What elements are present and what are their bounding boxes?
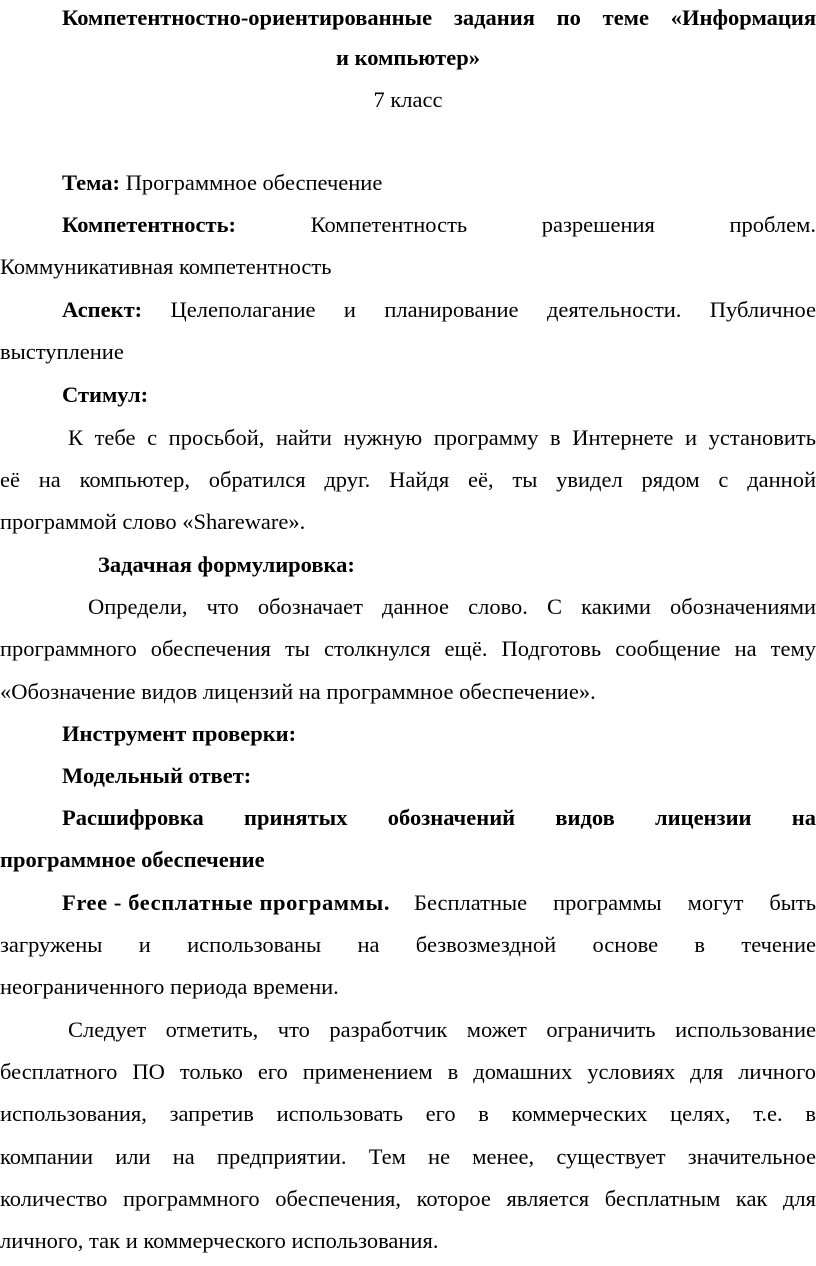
decoding-line-1	[0, 803, 816, 833]
check-tool-heading	[0, 719, 816, 749]
aspect-word-5: Публичное	[709, 297, 816, 322]
task-text-2: программного обеспечения ты столкнулся ещё. Подготовь сообщение на тему	[0, 636, 816, 661]
aspect-text-2: выступление	[0, 339, 124, 364]
note-line-1	[0, 1015, 816, 1045]
aspect-word-4: деятельности.	[546, 297, 682, 322]
competence-word-1: Компетентность	[310, 212, 468, 237]
stimulus-label: Стимул:	[62, 382, 149, 407]
note-text-5: количество программного обеспечения, которое является бесплатным как для	[0, 1186, 816, 1211]
aspect-word-3: планирование	[384, 297, 519, 322]
task-text-3: «Обозначение видов лицензий на программное обеспечение».	[0, 679, 596, 704]
competence-word-3: проблем.	[729, 212, 816, 237]
task-label: Задачная формулировка:	[98, 552, 355, 577]
title-line-1	[0, 3, 816, 33]
decoding-text-2: программное обеспечение	[0, 847, 265, 872]
stimulus-heading	[0, 380, 816, 410]
note-text-4: компании или на предприятии. Тем не менее, существует значительное	[0, 1144, 816, 1169]
task-line-2	[0, 634, 816, 664]
model-answer-heading	[0, 761, 816, 791]
title-text-1: Компетентностно-ориентированные задания по теме «Информация	[62, 5, 816, 30]
task-line-1	[0, 592, 816, 622]
free-text-2: загружены и использованы на безвозмездной основе в течение	[0, 932, 816, 957]
note-text-6: личного, так и коммерческого использования.	[0, 1228, 439, 1253]
topic-label: Тема:	[62, 170, 121, 195]
note-text-3: использования, запретив использовать его в коммерческих целях, т.е. в	[0, 1101, 816, 1126]
stimulus-line-1	[0, 423, 816, 453]
free-text-3: неограниченного периода времени.	[0, 974, 339, 999]
check-tool-label: Инструмент проверки:	[62, 721, 297, 746]
competence-word-2: разрешения	[541, 212, 655, 237]
decoding-line-2	[0, 845, 816, 875]
aspect-line-1	[0, 295, 816, 325]
competence-label: Компетентность:	[62, 212, 236, 237]
free-line-1	[0, 888, 816, 918]
topic-line	[0, 168, 816, 198]
note-line-2	[0, 1057, 816, 1087]
decoding-text-1: Расшифровка принятых обозначений видов лицензии на	[62, 805, 816, 830]
title-text-2: и компьютер»	[336, 45, 480, 70]
model-answer-label: Модельный ответ:	[62, 763, 252, 788]
aspect-line-2	[0, 337, 816, 367]
stimulus-line-3	[0, 507, 816, 537]
free-line-2	[0, 930, 816, 960]
note-line-5	[0, 1184, 816, 1214]
stimulus-text-1: К тебе с просьбой, найти нужную программу в Интернете и установить	[68, 425, 816, 450]
free-label: Free - бесплатные программы.	[62, 890, 391, 915]
free-line-3	[0, 972, 816, 1002]
stimulus-text-2: её на компьютер, обратился друг. Найдя её, ты увидел рядом с данной	[0, 467, 816, 492]
topic-value: Программное обеспечение	[125, 170, 383, 195]
grade-text: 7 класс	[373, 87, 443, 112]
note-text-1: Следует отметить, что разработчик может ограничить использование	[68, 1017, 816, 1042]
grade-line	[0, 85, 816, 115]
note-line-6	[0, 1226, 816, 1256]
task-heading	[0, 550, 816, 580]
free-text-1: Бесплатные программы могут быть	[414, 890, 816, 915]
competence-line-2	[0, 252, 816, 282]
task-text-1: Определи, что обозначает данное слово. С какими обозначениями	[88, 594, 816, 619]
aspect-word-1: Целеполагание	[170, 297, 316, 322]
competence-line-1	[0, 210, 816, 240]
aspect-word-2: и	[343, 297, 356, 322]
stimulus-text-3: программой слово «Shareware».	[0, 509, 306, 534]
note-line-4	[0, 1142, 816, 1172]
task-line-3	[0, 677, 816, 707]
competence-text-2: Коммуникативная компетентность	[0, 254, 332, 279]
title-line-2	[0, 43, 816, 73]
aspect-label: Аспект:	[62, 297, 143, 322]
note-text-2: бесплатного ПО только его применением в домашних условиях для личного	[0, 1059, 816, 1084]
stimulus-line-2	[0, 465, 816, 495]
note-line-3	[0, 1099, 816, 1129]
